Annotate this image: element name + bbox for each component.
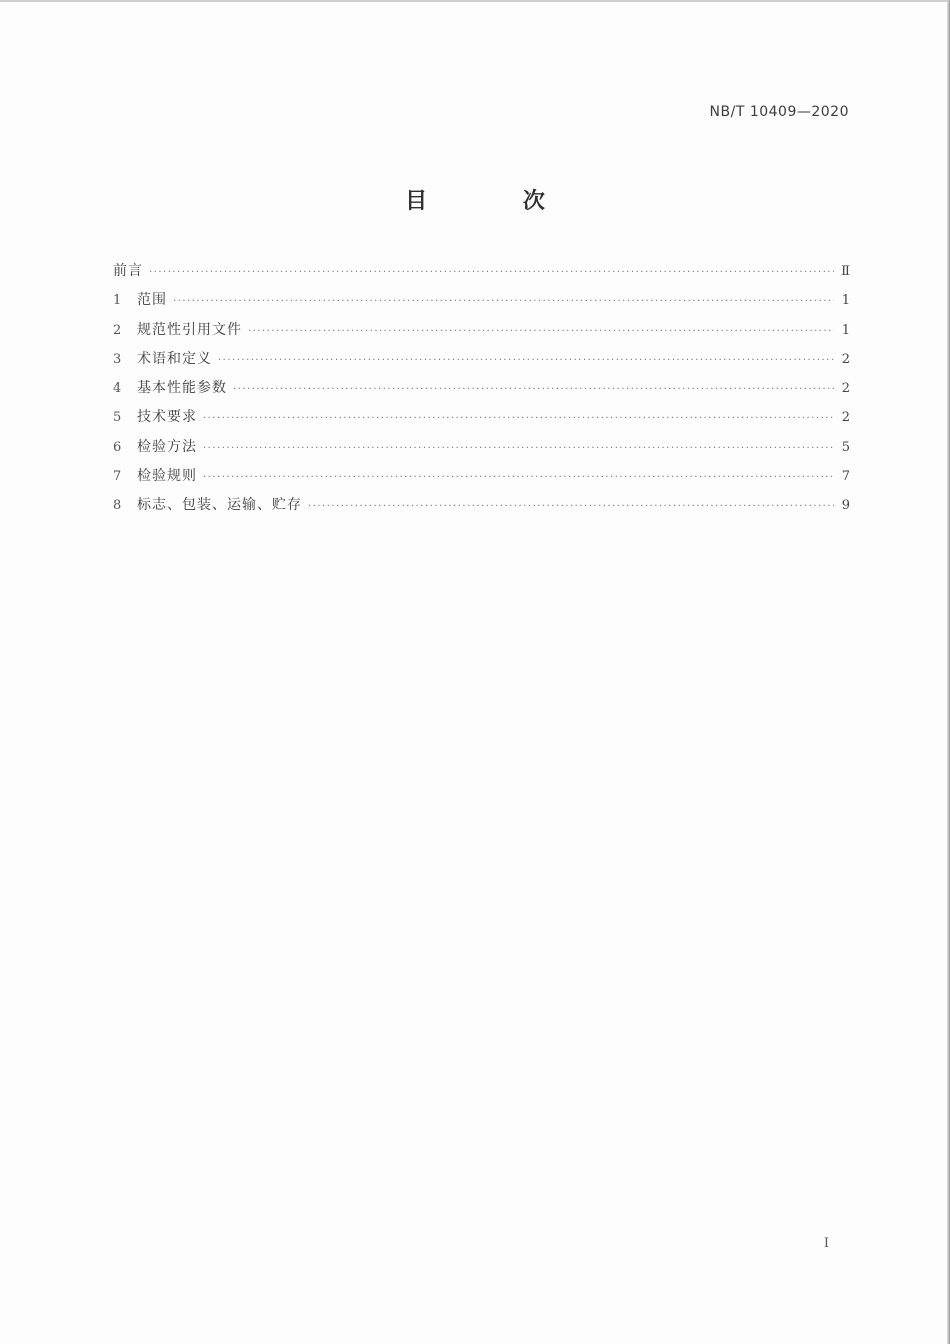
toc-entry-label: 前言 — [113, 263, 143, 279]
toc-leader-dots — [203, 472, 834, 483]
toc-leader-dots — [173, 296, 834, 307]
toc-entry-number: 3 — [113, 351, 122, 367]
toc-entry-page: 2 — [841, 381, 850, 397]
toc-entry-test-methods[interactable] — [113, 436, 850, 465]
toc-entry-label: 标志、包装、运输、贮存 — [137, 497, 302, 514]
page-number: I — [823, 1236, 829, 1251]
toc-entry-number: 6 — [113, 439, 122, 455]
toc-entry-label: 规范性引用文件 — [137, 321, 242, 338]
toc-leader-dots — [149, 267, 834, 278]
toc-entry-number: 7 — [113, 469, 122, 485]
toc-entry-terms-definitions[interactable] — [113, 348, 850, 377]
standard-code: NB/T 10409—2020 — [709, 104, 849, 120]
toc-leader-dots — [248, 326, 834, 337]
toc-entry-normative-references[interactable] — [113, 319, 850, 348]
toc-leader-dots — [203, 413, 834, 424]
toc-entry-page: 2 — [841, 410, 850, 426]
toc-entry-page: Ⅱ — [841, 264, 850, 279]
toc-entry-marking-packaging[interactable] — [113, 494, 850, 523]
toc-entry-label: 技术要求 — [137, 409, 197, 426]
toc-entry-label: 检验方法 — [137, 438, 197, 455]
toc-entry-page: 9 — [841, 498, 850, 514]
toc-entry-scope[interactable] — [113, 289, 850, 318]
toc-entry-label: 术语和定义 — [137, 350, 212, 367]
toc-entry-technical-requirements[interactable] — [113, 406, 850, 435]
toc-entry-basic-parameters[interactable] — [113, 377, 850, 406]
toc-entry-label: 范围 — [137, 292, 167, 309]
toc-entry-page: 2 — [841, 351, 850, 367]
toc-entry-number: 1 — [113, 293, 122, 309]
table-of-contents — [113, 260, 850, 524]
toc-leader-dots — [203, 443, 834, 454]
toc-entry-page: 5 — [841, 439, 850, 455]
toc-entry-number: 8 — [113, 498, 122, 514]
toc-leader-dots — [218, 355, 834, 366]
toc-entry-foreword[interactable] — [113, 260, 850, 289]
toc-entry-number: 2 — [113, 322, 122, 338]
toc-entry-inspection-rules[interactable] — [113, 465, 850, 494]
toc-leader-dots — [233, 384, 834, 395]
toc-entry-page: 7 — [841, 469, 850, 485]
toc-entry-number: 4 — [113, 381, 122, 397]
toc-entry-page: 1 — [841, 322, 850, 338]
toc-leader-dots — [308, 501, 834, 512]
scan-edge-top — [0, 0, 950, 2]
toc-entry-number: 5 — [113, 410, 122, 426]
toc-entry-label: 基本性能参数 — [137, 380, 227, 397]
toc-entry-page: 1 — [841, 293, 850, 309]
toc-entry-label: 检验规则 — [137, 468, 197, 485]
toc-title: 目 次 — [405, 189, 589, 214]
